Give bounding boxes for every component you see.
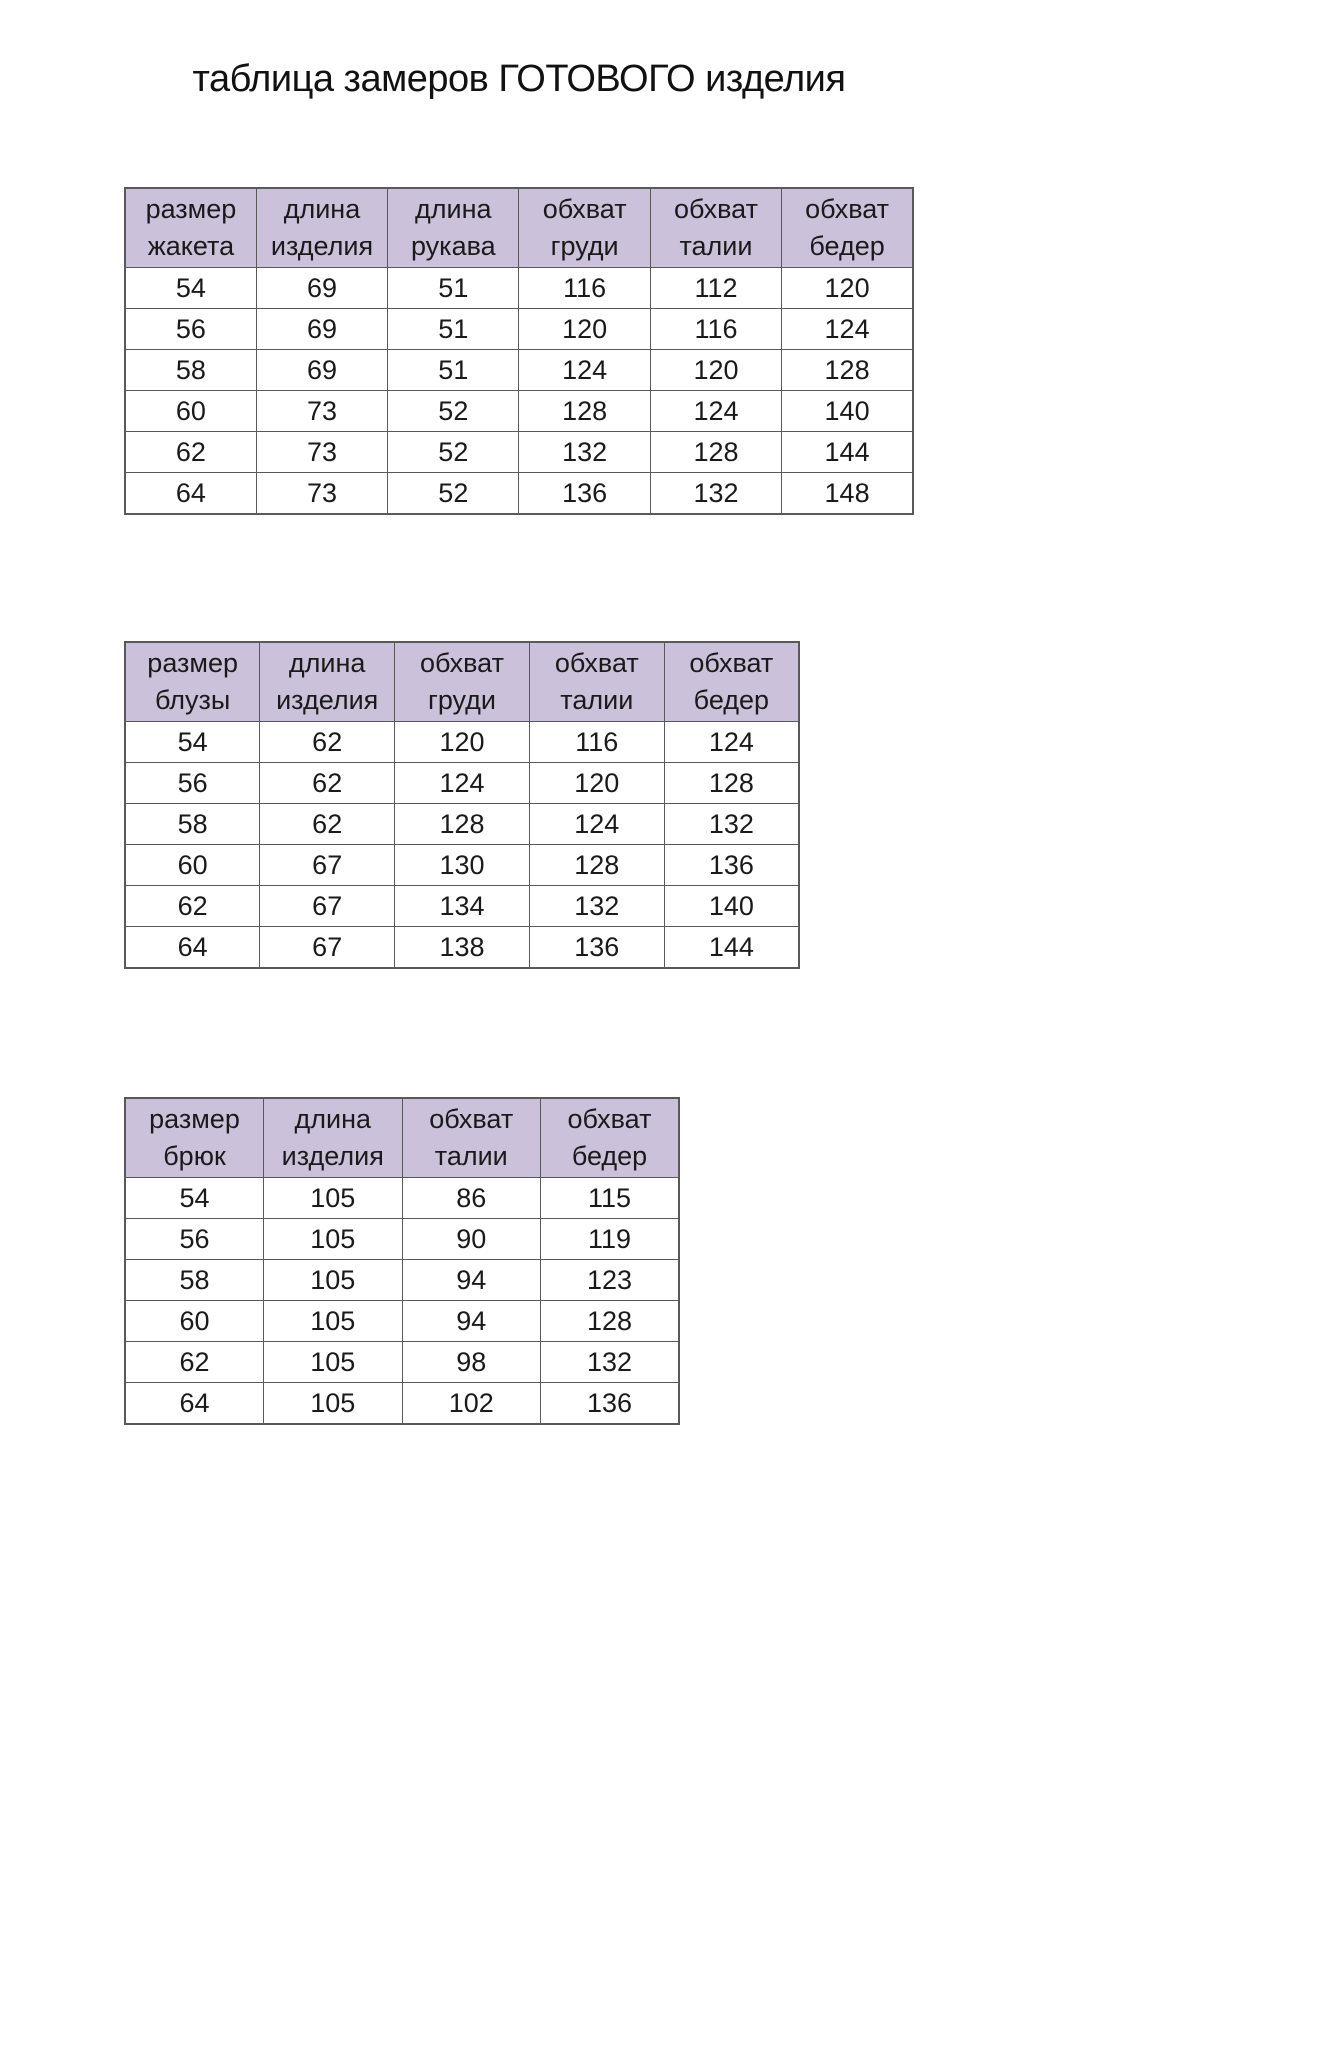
table-cell: 102 (402, 1383, 541, 1425)
table-cell: 90 (402, 1219, 541, 1260)
table-cell: 56 (125, 309, 256, 350)
column-header-line: обхват (554, 648, 639, 678)
table-row (125, 473, 913, 515)
table-cell: 105 (264, 1301, 403, 1342)
table-cell: 105 (264, 1178, 403, 1219)
table-cell: 128 (541, 1301, 680, 1342)
table-cell: 138 (395, 927, 530, 969)
column-header (402, 1098, 541, 1178)
column-header-line: обхват (542, 194, 627, 224)
blouse-size-table (124, 641, 800, 969)
column-header-line: длина (415, 194, 492, 224)
table-row (125, 1178, 679, 1219)
column-header-line: изделия (281, 1141, 384, 1171)
table-cell: 123 (541, 1260, 680, 1301)
table-cell: 62 (260, 722, 395, 763)
column-header-line: груди (550, 231, 619, 261)
table-row (125, 845, 799, 886)
table-cell: 94 (402, 1260, 541, 1301)
table-cell: 132 (519, 432, 650, 473)
table-cell: 119 (541, 1219, 680, 1260)
table-cell: 116 (529, 722, 664, 763)
column-header (256, 188, 387, 268)
column-header-line: бедер (809, 231, 885, 261)
column-header-line: обхват (420, 648, 504, 678)
table-row (125, 391, 913, 432)
table-cell: 136 (529, 927, 664, 969)
table-row (125, 309, 913, 350)
table-cell: 124 (395, 763, 530, 804)
header-row (125, 1098, 679, 1178)
table-cell: 120 (519, 309, 650, 350)
table-cell: 62 (125, 1342, 264, 1383)
table-cell: 124 (519, 350, 650, 391)
header-row (125, 188, 913, 268)
table-cell: 132 (664, 804, 799, 845)
column-header-line: рукава (410, 231, 496, 261)
table-cell: 58 (125, 804, 260, 845)
table-cell: 132 (650, 473, 781, 515)
table-cell: 136 (519, 473, 650, 515)
table-cell: 69 (256, 350, 387, 391)
table-cell: 140 (664, 886, 799, 927)
table-row (125, 1301, 679, 1342)
table-cell: 62 (260, 763, 395, 804)
table-row (125, 1219, 679, 1260)
table-cell: 64 (125, 927, 260, 969)
table-cell: 67 (260, 886, 395, 927)
column-header-line: блузы (155, 685, 231, 715)
column-header-line: бедер (693, 685, 770, 715)
column-header-line: обхват (567, 1104, 652, 1134)
table-cell: 62 (260, 804, 395, 845)
table-cell: 69 (256, 268, 387, 309)
table-cell: 148 (782, 473, 913, 515)
table-row (125, 804, 799, 845)
jacket-size-table (124, 187, 914, 515)
table-cell: 52 (388, 391, 519, 432)
column-header (782, 188, 913, 268)
table-cell: 116 (519, 268, 650, 309)
column-header-line: изделия (270, 231, 374, 261)
table-cell: 69 (256, 309, 387, 350)
table-cell: 52 (388, 473, 519, 515)
table-cell: 60 (125, 391, 256, 432)
table-cell: 62 (125, 886, 260, 927)
table-cell: 120 (650, 350, 781, 391)
table-cell: 124 (782, 309, 913, 350)
page-title: таблица замеров ГОТОВОГО изделия (192, 58, 846, 100)
column-header-line: размер (149, 1104, 240, 1134)
column-header-line: бедер (571, 1141, 648, 1171)
table-cell: 73 (256, 473, 387, 515)
table-cell: 60 (125, 845, 260, 886)
table-cell: 128 (519, 391, 650, 432)
column-header-line: размер (147, 648, 238, 678)
table-cell: 128 (650, 432, 781, 473)
table-cell: 132 (529, 886, 664, 927)
table-cell: 128 (664, 763, 799, 804)
table-cell: 116 (650, 309, 781, 350)
table-cell: 132 (541, 1342, 680, 1383)
column-header (541, 1098, 680, 1178)
column-header (125, 1098, 264, 1178)
table-cell: 54 (125, 1178, 264, 1219)
column-header-line: длина (288, 648, 366, 678)
table-cell: 112 (650, 268, 781, 309)
table-cell: 67 (260, 845, 395, 886)
table-cell: 58 (125, 350, 256, 391)
column-header-line: размер (145, 194, 237, 224)
table-cell: 136 (541, 1383, 680, 1425)
table-cell: 60 (125, 1301, 264, 1342)
column-header (125, 188, 256, 268)
table-row (125, 1260, 679, 1301)
column-header (260, 642, 395, 722)
trousers-size-table (124, 1097, 680, 1425)
table-cell: 94 (402, 1301, 541, 1342)
table-cell: 120 (395, 722, 530, 763)
table-row (125, 432, 913, 473)
table-cell: 51 (388, 309, 519, 350)
table-cell: 134 (395, 886, 530, 927)
column-header-line: обхват (674, 194, 758, 224)
column-header-line: жакета (147, 231, 235, 261)
column-header-line: талии (434, 1141, 508, 1171)
column-header (650, 188, 781, 268)
table-cell: 98 (402, 1342, 541, 1383)
table-cell: 124 (529, 804, 664, 845)
table-cell: 54 (125, 722, 260, 763)
table-cell: 62 (125, 432, 256, 473)
table-row (125, 1383, 679, 1425)
table-cell: 105 (264, 1219, 403, 1260)
table-cell: 51 (388, 268, 519, 309)
table-cell: 56 (125, 763, 260, 804)
table-cell: 52 (388, 432, 519, 473)
column-header (529, 642, 664, 722)
column-header-line: обхват (429, 1104, 514, 1134)
table-cell: 86 (402, 1178, 541, 1219)
column-header-line: изделия (276, 685, 379, 715)
header-row (125, 642, 799, 722)
column-header-line: талии (560, 685, 634, 715)
table-cell: 124 (650, 391, 781, 432)
column-header (264, 1098, 403, 1178)
column-header-line: длина (294, 1104, 372, 1134)
table-cell: 64 (125, 1383, 264, 1425)
table-cell: 128 (782, 350, 913, 391)
table-cell: 73 (256, 391, 387, 432)
column-header (388, 188, 519, 268)
column-header-line: брюк (163, 1141, 226, 1171)
column-header-line: длина (283, 194, 361, 224)
table-cell: 144 (664, 927, 799, 969)
column-header-line: груди (427, 685, 496, 715)
table-cell: 105 (264, 1260, 403, 1301)
table-cell: 105 (264, 1383, 403, 1425)
table-row (125, 268, 913, 309)
column-header (395, 642, 530, 722)
column-header-line: талии (679, 231, 753, 261)
table-row (125, 886, 799, 927)
table-cell: 130 (395, 845, 530, 886)
table-row (125, 927, 799, 969)
table-row (125, 350, 913, 391)
table-cell: 128 (395, 804, 530, 845)
table-cell: 105 (264, 1342, 403, 1383)
table-cell: 58 (125, 1260, 264, 1301)
table-cell: 144 (782, 432, 913, 473)
table-cell: 51 (388, 350, 519, 391)
table-cell: 67 (260, 927, 395, 969)
table-cell: 124 (664, 722, 799, 763)
table-row (125, 722, 799, 763)
table-cell: 54 (125, 268, 256, 309)
column-header-line: обхват (805, 194, 890, 224)
table-cell: 56 (125, 1219, 264, 1260)
column-header (519, 188, 650, 268)
document-page (0, 58, 1333, 2058)
column-header-line: обхват (689, 648, 774, 678)
table-cell: 120 (782, 268, 913, 309)
column-header (664, 642, 799, 722)
table-cell: 136 (664, 845, 799, 886)
table-row (125, 1342, 679, 1383)
table-cell: 120 (529, 763, 664, 804)
column-header (125, 642, 260, 722)
table-cell: 73 (256, 432, 387, 473)
table-cell: 115 (541, 1178, 680, 1219)
table-cell: 64 (125, 473, 256, 515)
table-cell: 128 (529, 845, 664, 886)
table-row (125, 763, 799, 804)
table-cell: 140 (782, 391, 913, 432)
